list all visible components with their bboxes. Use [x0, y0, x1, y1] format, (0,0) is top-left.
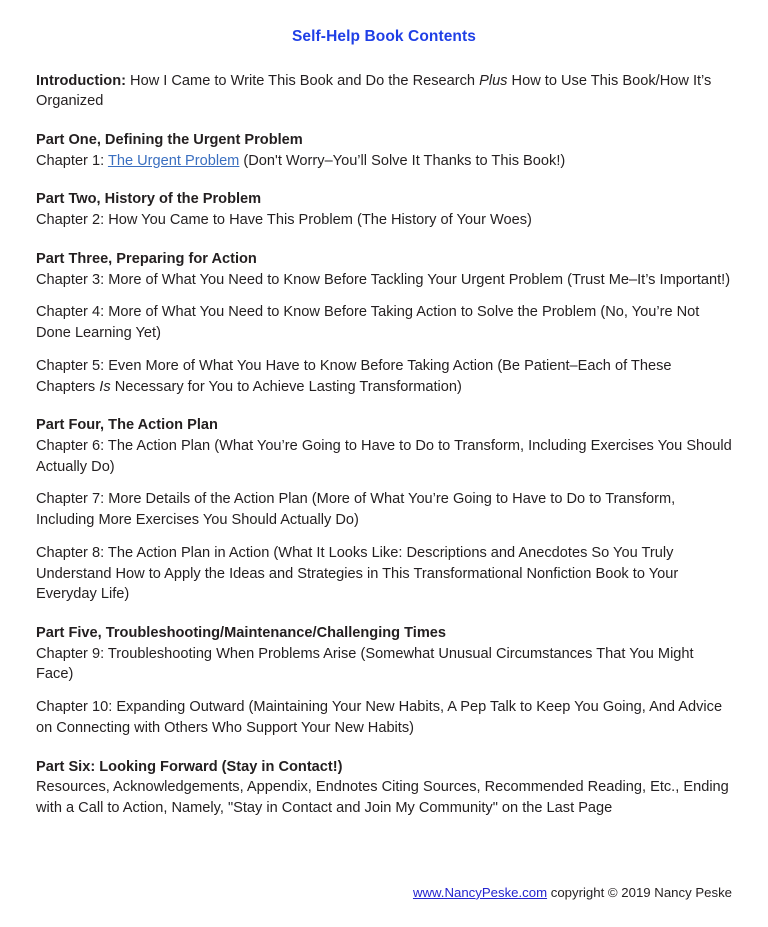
chapter-1-link[interactable]: The Urgent Problem: [107, 152, 240, 169]
chapter-5-suffix: Necessary for You to Achieve Lasting Transformation): [110, 378, 462, 395]
entry-spacer: [36, 290, 733, 302]
part-block-three: [36, 249, 733, 397]
chapter-entry-1: [36, 151, 733, 172]
introduction-text-after: How to Use This Book/How It’s Organized: [36, 72, 712, 110]
introduction-italic-word: Plus: [479, 72, 508, 89]
part-heading-four: Part Four, The Action Plan: [36, 417, 218, 434]
part-heading-two: Part Two, History of the Problem: [36, 191, 262, 208]
part-block-two: [36, 189, 733, 230]
chapter-entry-4: Chapter 4: More of What You Need to Know Before Taking Action to Solve the Problem (No, You’re Not Done Learning Yet): [36, 304, 700, 342]
chapter-entry-2: Chapter 2: How You Came to Have This Problem (The History of Your Woes): [36, 212, 532, 229]
introduction-block: [36, 71, 733, 112]
chapter-entry-8: Chapter 8: The Action Plan in Action (What It Looks Like: Descriptions and Anecdotes So You Truly Understand How to Apply the Ideas and Strategies in This Transformational Nonfiction Book to Your Everyday Life): [36, 544, 679, 603]
introduction-paragraph: [36, 71, 733, 112]
part-heading-six: Part Six: Looking Forward (Stay in Contact!): [36, 758, 343, 775]
contents-body: [36, 71, 733, 819]
entry-spacer: [36, 477, 733, 489]
page-title: Self-Help Book Contents: [291, 28, 476, 45]
part-heading-one: Part One, Defining the Urgent Problem: [36, 132, 303, 149]
part-block-four: [36, 415, 733, 605]
part-block-six: [36, 757, 733, 819]
chapter-1-prefix: Chapter 1:: [36, 152, 108, 169]
page-footer: [36, 884, 732, 901]
chapter-entry-3: Chapter 3: More of What You Need to Know Before Tackling Your Urgent Problem (Trust Me–It’s Important!): [36, 271, 731, 288]
entry-spacer: [36, 685, 733, 697]
part-heading-three: Part Three, Preparing for Action: [36, 250, 257, 267]
chapter-5-prefix: Chapter 5: Even More of What You Have to Know Before Taking Action (Be Patient–Each of These Chapters: [36, 357, 672, 395]
chapter-entry-6: Chapter 6: The Action Plan (What You’re Going to Have to Do to Transform, Including Exercises You Should Actually Do): [36, 437, 732, 475]
chapter-5-italic-word: Is: [99, 378, 111, 395]
introduction-text: How I Came to Write This Book and Do the Research: [125, 72, 480, 89]
chapter-entry-5: [36, 356, 733, 397]
part-block-five: [36, 623, 733, 739]
part-block-one: [36, 130, 733, 171]
entry-spacer: [36, 531, 733, 543]
entry-spacer: [36, 344, 733, 356]
chapter-entry-9: Chapter 9: Troubleshooting When Problems Arise (Somewhat Unusual Circumstances That You Might Face): [36, 645, 694, 683]
chapter-entry-7: Chapter 7: More Details of the Action Plan (More of What You’re Going to Have to Do to Transform, Including More Exercises You Should Actually Do): [36, 491, 676, 529]
back-matter-entry: Resources, Acknowledgements, Appendix, Endnotes Citing Sources, Recommended Reading, Etc., Ending with a Call to Action, Namely, "Stay in Contact and Join My Community" on the Last Page: [36, 779, 729, 816]
copyright-text: copyright © 2019 Nancy Peske: [547, 884, 732, 900]
website-link[interactable]: www.NancyPeske.com: [412, 884, 548, 900]
chapter-entry-10: Chapter 10: Expanding Outward (Maintaining Your New Habits, A Pep Talk to Keep You Going, And Advice on Connecting with Others Who Support Your New Habits): [36, 699, 723, 736]
chapter-1-suffix: (Don't Worry–You’ll Solve It Thanks to This Book!): [239, 152, 566, 169]
part-heading-five: Part Five, Troubleshooting/Maintenance/Challenging Times: [36, 624, 447, 641]
introduction-label: Introduction:: [36, 72, 126, 89]
